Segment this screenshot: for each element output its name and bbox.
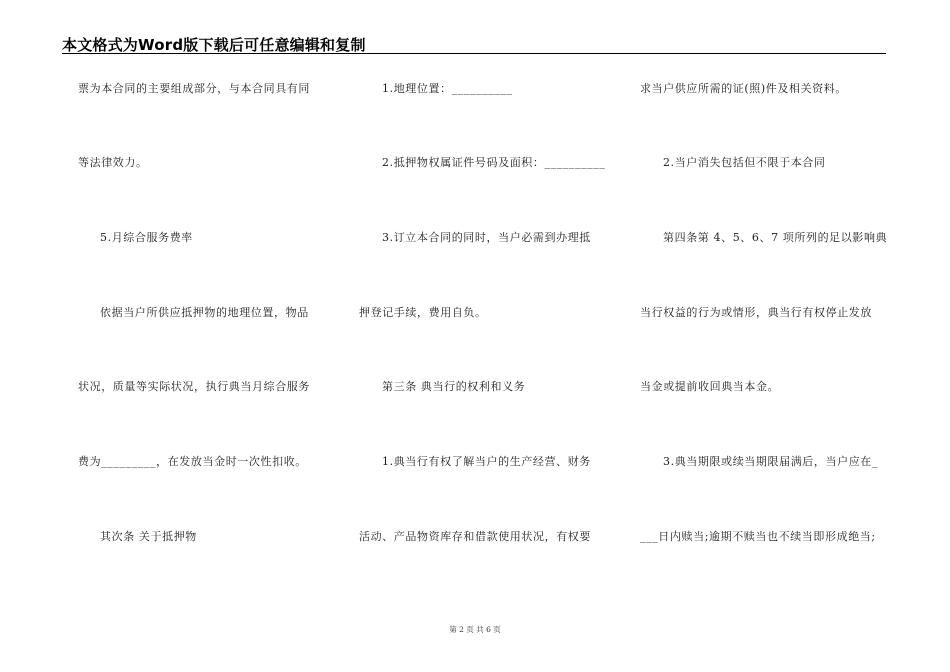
column-1-line-5: 状况，质量等实际状况，执行典当月综合服务 bbox=[78, 380, 310, 393]
column-1-line-3: 5.月综合服务费率 bbox=[100, 231, 193, 244]
column-2-line-7: 活动、产品物资库存和借款使用状况，有权要 bbox=[359, 530, 591, 543]
column-3-line-2: 2.当户消失包括但不限于本合同 bbox=[663, 156, 826, 169]
column-3-line-7: ___日内赎当;逾期不赎当也不续当即形成绝当; bbox=[640, 530, 876, 543]
column-2-line-5: 第三条 典当行的权利和义务 bbox=[382, 380, 526, 393]
column-1-line-6: 费为_________，在发放当金时一次性扣收。 bbox=[78, 455, 307, 468]
column-1-line-7: 其次条 关于抵押物 bbox=[100, 530, 197, 543]
column-2-line-1: 1.地理位置：__________ bbox=[382, 82, 513, 95]
column-3-line-3: 第四条第 4、5、6、7 项所列的足以影响典 bbox=[663, 231, 888, 244]
column-1-line-4: 依据当户所供应抵押物的地理位置，物品 bbox=[100, 306, 309, 319]
column-2-line-2: 2.抵押物权属证件号码及面积：__________ bbox=[382, 156, 606, 169]
column-1-line-1: 票为本合同的主要组成部分，与本合同具有同 bbox=[78, 82, 310, 95]
column-2-line-3: 3.订立本合同的同时，当户必需到办理抵 bbox=[382, 231, 591, 244]
column-1-line-2: 等法律效力。 bbox=[78, 156, 148, 169]
document-header-title: 本文格式为Word版下载后可任意编辑和复制 bbox=[62, 36, 366, 54]
column-2-line-4: 押登记手续，费用自负。 bbox=[359, 306, 487, 319]
column-2-line-6: 1.典当行有权了解当户的生产经营、财务 bbox=[382, 455, 591, 468]
column-3-line-5: 当金或提前收回典当本金。 bbox=[640, 380, 780, 393]
header-divider bbox=[62, 53, 886, 54]
column-3-line-6: 3.典当期限或续当期限届满后，当户应在_ bbox=[663, 455, 878, 468]
column-3-line-4: 当行权益的行为或情形，典当行有权停止发放 bbox=[640, 306, 872, 319]
column-3-line-1: 求当户供应所需的证(照)件及相关资料。 bbox=[640, 82, 847, 95]
page-number-footer: 第 2 页 共 6 页 bbox=[449, 625, 501, 634]
